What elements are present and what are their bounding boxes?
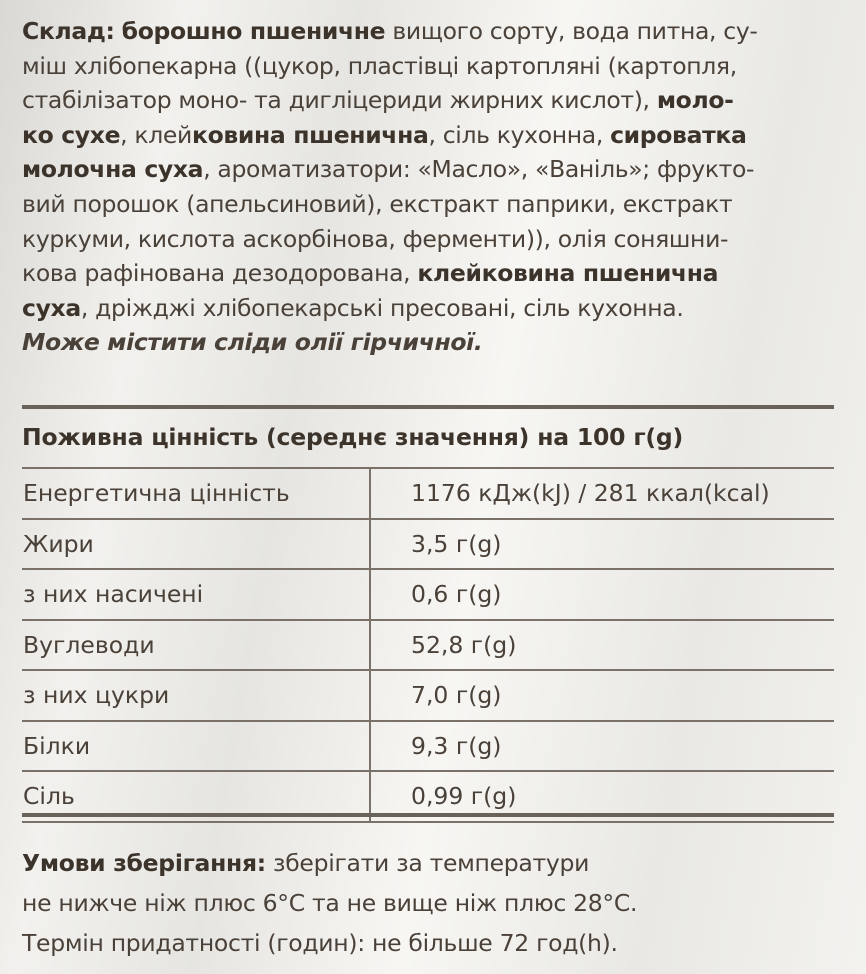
table-row <box>22 569 834 620</box>
storage-block <box>22 843 852 963</box>
table-row <box>22 721 834 772</box>
ingredients-line <box>22 14 852 49</box>
table-row <box>22 620 834 671</box>
storage-text: зберігати за температури <box>273 849 590 877</box>
shelf-life-line: Термін придатності (годин): не більше 72 год(h). <box>22 929 618 957</box>
allergen-warning: Може містити сліди олії гірчичної. <box>22 328 483 357</box>
ingredient-bold: ко сухе <box>22 120 121 149</box>
nutrient-name: з них цукри <box>22 670 370 721</box>
nutrient-value: 9,3 г(g) <box>370 721 834 772</box>
ingredient-text: кова рафінована дезодорована, <box>22 259 411 288</box>
ingredients-line: вий порошок (апельсиновий), екстракт паприки, екстракт <box>22 189 733 218</box>
nutrient-value: 52,8 г(g) <box>370 620 834 671</box>
ingredient-bold: моло- <box>656 86 734 115</box>
section-divider <box>22 405 834 409</box>
ingredients-line <box>22 118 852 153</box>
nutrient-name: Жири <box>22 519 370 570</box>
ingredient-bold: клейковина пшенична <box>417 259 719 288</box>
ingredients-line <box>22 291 852 326</box>
ingredients-line <box>22 152 852 187</box>
ingredients-block <box>22 14 852 360</box>
nutrient-value: 7,0 г(g) <box>370 670 834 721</box>
table-row <box>22 468 834 519</box>
section-divider <box>22 813 834 817</box>
ingredient-bold: сироватка <box>610 120 747 149</box>
nutrient-name: Білки <box>22 721 370 772</box>
ingredient-bold: борошно пшеничне <box>121 17 386 45</box>
ingredients-heading: Склад: <box>22 17 115 45</box>
nutrient-value: 0,6 г(g) <box>370 569 834 620</box>
nutrient-value: 3,5 г(g) <box>370 519 834 570</box>
ingredient-text: , дріжджі хлібопекарські пресовані, сіль кухонна. <box>80 293 684 322</box>
nutrient-name: з них насичені <box>22 569 370 620</box>
ingredient-text: вищого сорту, вода питна, су- <box>392 17 758 45</box>
ingredients-line: міш хлібопекарна ((цукор, пластівці картопляні (картопля, <box>22 51 737 80</box>
nutrition-title: Поживна цінність (середнє значення) на 100 г(g) <box>22 423 684 451</box>
ingredient-bold: суха <box>22 293 81 322</box>
table-row <box>22 670 834 721</box>
storage-line <box>22 843 852 883</box>
ingredient-text: , сіль кухонна, <box>428 120 603 149</box>
storage-label: Умови зберігання: <box>22 849 266 877</box>
ingredient-bold: молочна суха <box>22 155 204 184</box>
ingredient-text: , ароматизатори: «Масло», «Ваніль»; фрукто- <box>203 155 755 184</box>
nutrient-name: Сіль <box>22 771 370 822</box>
nutrient-value: 1176 кДж(kJ) / 281 ккал(kcal) <box>370 468 834 519</box>
ingredient-text: стабілізатор моно- та дигліцериди жирних кислот), <box>22 86 650 115</box>
ingredient-text: , клей <box>120 120 192 149</box>
ingredients-line <box>22 256 852 291</box>
table-row <box>22 519 834 570</box>
nutrient-name: Енергетична цінність <box>22 468 370 519</box>
ingredient-bold: ковина пшенична <box>191 120 429 149</box>
nutrient-name: Вуглеводи <box>22 620 370 671</box>
nutrient-value: 0,99 г(g) <box>370 771 834 822</box>
ingredients-line <box>22 83 852 118</box>
ingredients-line: куркуми, кислота аскорбінова, ферменти)), олія соняшни- <box>22 224 729 253</box>
storage-line: не нижче ніж плюс 6°С та не вище ніж плюс 28°С. <box>22 889 638 917</box>
nutrition-table <box>22 467 834 823</box>
